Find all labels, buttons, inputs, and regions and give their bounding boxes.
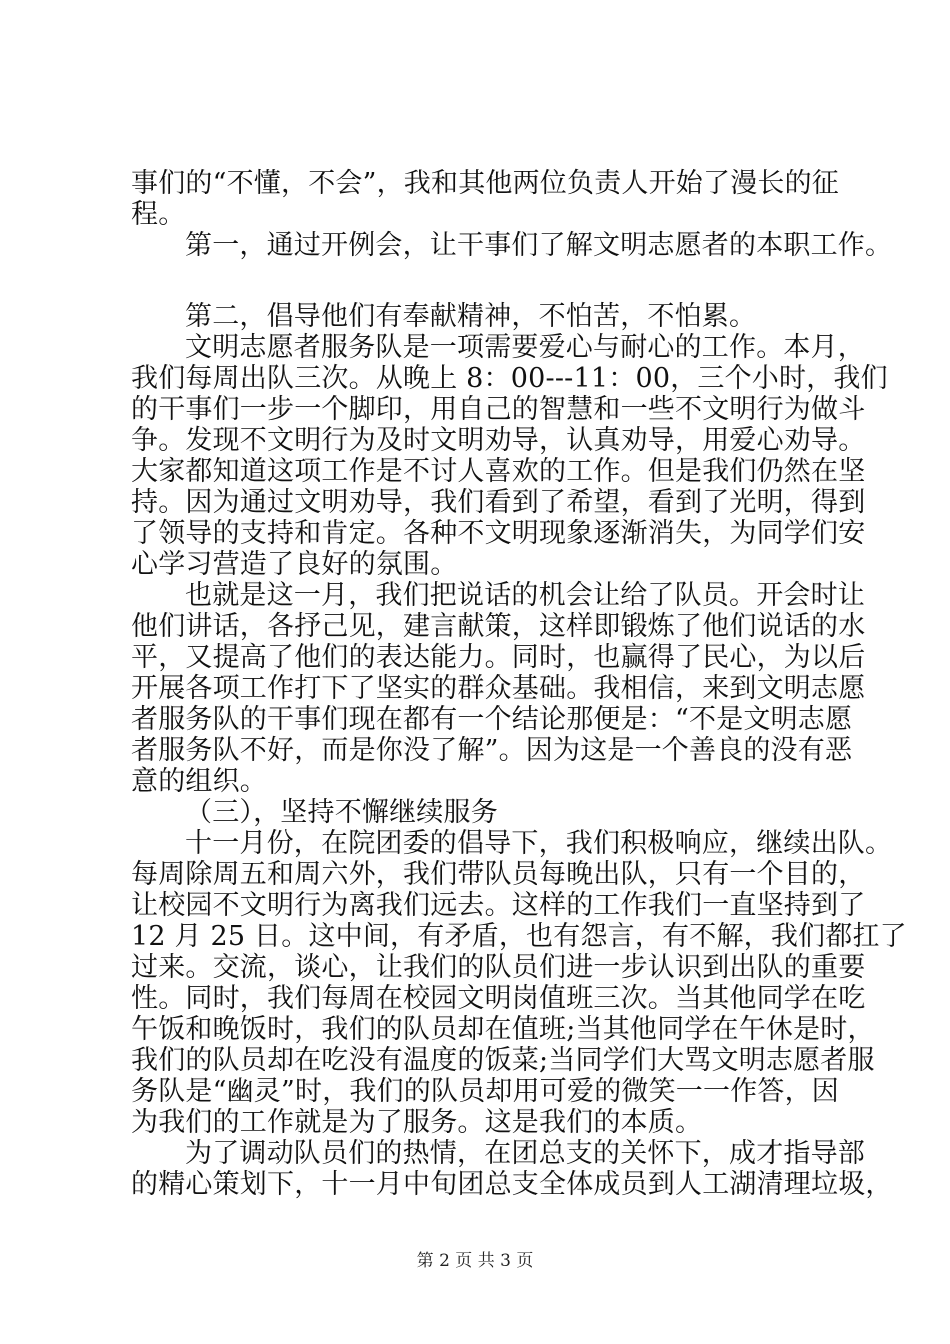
paragraph-line: 开展各项工作打下了坚实的群众基础。我相信，来到文明志愿 bbox=[131, 673, 866, 704]
paragraph-line: 十一月份，在院团委的倡导下，我们积极响应，继续出队。 bbox=[185, 828, 893, 859]
paragraph-line: 他们讲话，各抒己见，建言献策，这样即锻炼了他们说话的水 bbox=[131, 611, 866, 642]
paragraph-line: 持。因为通过文明劝导，我们看到了希望，看到了光明，得到 bbox=[131, 487, 866, 518]
section-heading: （三），坚持不懈继续服务 bbox=[185, 797, 498, 828]
paragraph-line: 我们每周出队三次。从晚上 8：00---11：00，三个小时，我们 bbox=[131, 363, 888, 394]
paragraph-line: 也就是这一月，我们把说话的机会让给了队员。开会时让 bbox=[185, 580, 865, 611]
page-number-footer: 第 2 页 共 3 页 bbox=[416, 1251, 534, 1271]
paragraph-line: 12 月 25 日。这中间，有矛盾，也有怨言，有不解，我们都扛了 bbox=[131, 921, 907, 952]
paragraph-line: 心学习营造了良好的氛围。 bbox=[131, 549, 458, 580]
document-body bbox=[131, 168, 907, 1200]
paragraph-line: 者服务队不好，而是你没了解”。因为这是一个善良的没有恶 bbox=[131, 735, 853, 766]
paragraph-line: 第二，倡导他们有奉献精神，不怕苦，不怕累。 bbox=[185, 301, 757, 332]
paragraph-line: 务队是“幽灵”时，我们的队员却用可爱的微笑一一作答，因 bbox=[131, 1076, 840, 1107]
paragraph-line: 事们的“不懂，不会”，我和其他两位负责人开始了漫长的征 bbox=[131, 168, 840, 199]
paragraph-line: 程。 bbox=[131, 199, 186, 230]
paragraph-line: 为我们的工作就是为了服务。这是我们的本质。 bbox=[131, 1107, 703, 1138]
paragraph-line: 的精心策划下，十一月中旬团总支全体成员到人工湖清理垃圾， bbox=[131, 1169, 893, 1200]
paragraph-line: 争。发现不文明行为及时文明劝导，认真劝导，用爱心劝导。 bbox=[131, 425, 866, 456]
paragraph-line: 意的组织。 bbox=[131, 766, 267, 797]
paragraph-line: 过来。交流，谈心，让我们的队员们进一步认识到出队的重要 bbox=[131, 952, 866, 983]
paragraph-line: 性。同时，我们每周在校园文明岗值班三次。当其他同学在吃 bbox=[131, 983, 866, 1014]
paragraph-gap bbox=[131, 261, 836, 301]
paragraph-line: 午饭和晚饭时，我们的队员却在值班;当其他同学在午休是时， bbox=[131, 1014, 875, 1045]
paragraph-line: 了领导的支持和肯定。各种不文明现象逐渐消失，为同学们安 bbox=[131, 518, 866, 549]
paragraph-line: 文明志愿者服务队是一项需要爱心与耐心的工作。本月， bbox=[185, 332, 865, 363]
paragraph-line: 为了调动队员们的热情，在团总支的关怀下，成才指导部 bbox=[185, 1138, 865, 1169]
paragraph-line: 大家都知道这项工作是不讨人喜欢的工作。但是我们仍然在坚 bbox=[131, 456, 866, 487]
paragraph-line: 每周除周五和周六外，我们带队员每晚出队，只有一个目的， bbox=[131, 859, 866, 890]
paragraph-line: 第一，通过开例会，让干事们了解文明志愿者的本职工作。 bbox=[185, 230, 893, 261]
paragraph-line: 让校园不文明行为离我们远去。这样的工作我们一直坚持到了 bbox=[131, 890, 866, 921]
paragraph-line: 的干事们一步一个脚印，用自己的智慧和一些不文明行为做斗 bbox=[131, 394, 866, 425]
paragraph-line: 平，又提高了他们的表达能力。同时，也赢得了民心，为以后 bbox=[131, 642, 866, 673]
paragraph-line: 者服务队的干事们现在都有一个结论那便是：“不是文明志愿 bbox=[131, 704, 853, 735]
paragraph-line: 我们的队员却在吃没有温度的饭菜;当同学们大骂文明志愿者服 bbox=[131, 1045, 875, 1076]
